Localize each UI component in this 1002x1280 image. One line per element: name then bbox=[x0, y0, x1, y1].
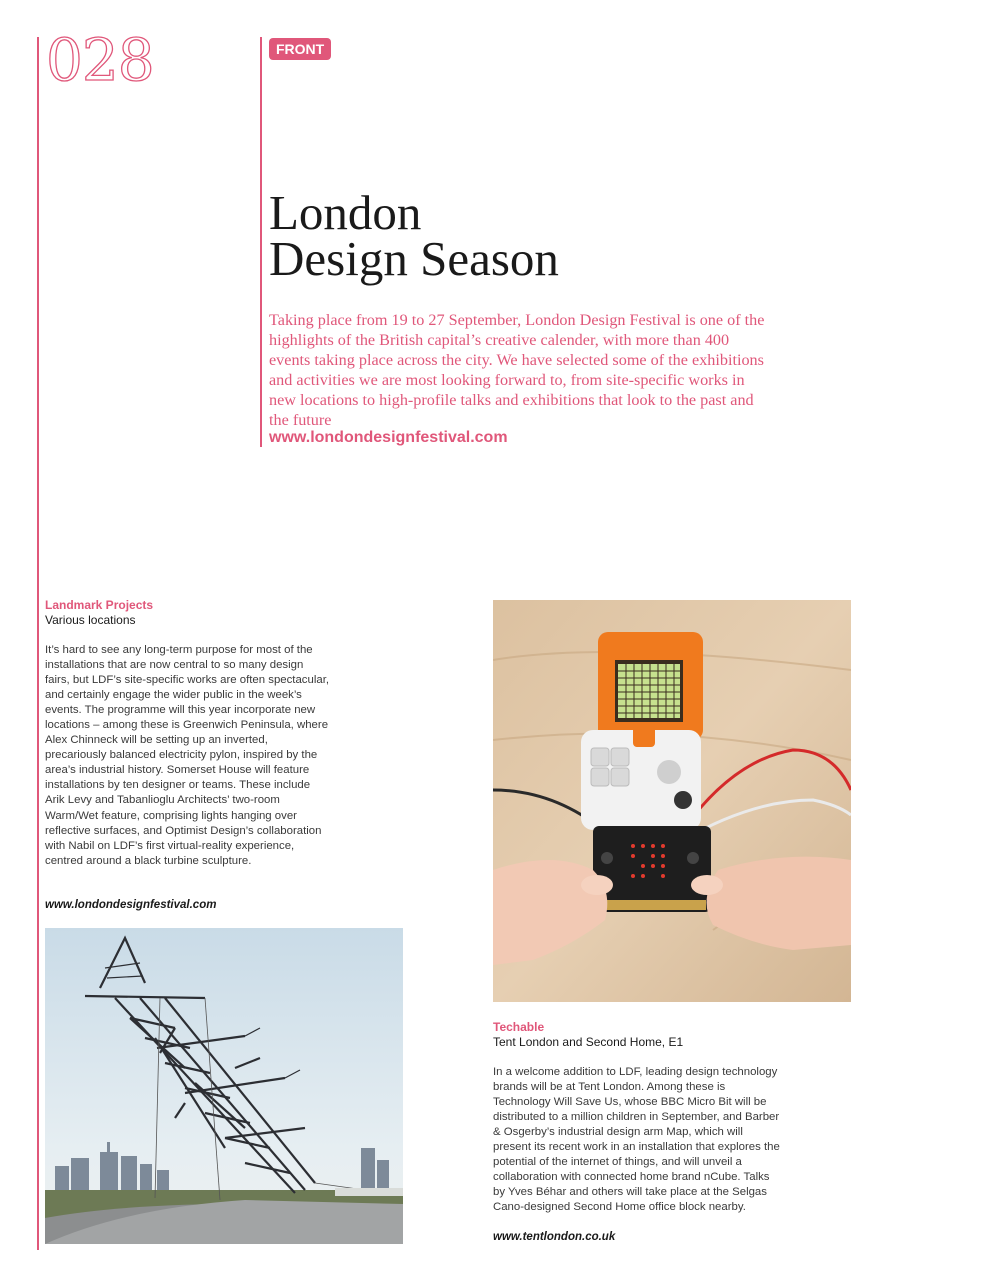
page-number: 028 bbox=[46, 26, 154, 94]
article-left-body: It’s hard to see any long-term purpose for most of the installations that are now central to so many design fairs, but LDF’s site-specific works are often spectacular, and certainly engage the wider public in the week’s events. The programme will this year incorporate new locations – among these is Greenwich Peninsula, where Alex Chinneck will be setting up an inverted, precariously balanced electricity pylon, inspired by the area’s industrial history. Somerset House will feature installations by ten designer or teams. These include Arik Levy and Tabanlioglu Architects’ two-room Warm/Wet feature, comprising lights hanging over reflective surfaces, and Optimist Design’s collaboration with Nabil on LDF’s first virtual-reality experience, centred around a black turbine sculpture. bbox=[45, 644, 330, 867]
article-left-link[interactable]: www.londondesignfestival.com bbox=[45, 899, 217, 911]
pylon-installation-photo bbox=[45, 928, 403, 1244]
article-right-subhead: Tent London and Second Home, E1 bbox=[493, 1035, 684, 1049]
title-line-2: Design Season bbox=[269, 231, 559, 286]
section-badge[interactable]: FRONT bbox=[269, 38, 331, 60]
article-left-kicker: Landmark Projects bbox=[45, 598, 154, 612]
microbit-device-photo bbox=[493, 600, 851, 1002]
left-margin-rule bbox=[37, 37, 39, 1250]
page-title bbox=[269, 185, 769, 286]
article-right-kicker: Techable bbox=[493, 1020, 545, 1034]
article-right-link[interactable]: www.tentlondon.co.uk bbox=[493, 1231, 616, 1243]
article-left-subhead: Various locations bbox=[45, 613, 136, 627]
festival-website-link[interactable]: www.londondesignfestival.com bbox=[269, 429, 508, 446]
column-rule bbox=[260, 37, 262, 447]
intro-paragraph: Taking place from 19 to 27 September, London Design Festival is one of the highlights of the British capital’s creative calender, with more than 400 events taking place across the city. We have selected some of the exhibitions and activities we are most looking forward to, from site-specific works in new locations to high-profile talks and exhibitions that look to the past and the future bbox=[269, 311, 765, 429]
title-line-1: London bbox=[269, 185, 422, 240]
article-right-body: In a welcome addition to LDF, leading design technology brands will be at Tent London. Among these is Technology Will Save Us, whose BBC Micro Bit will be distributed to a million children in September, and Barber & Osgerby’s industrial design arm Map, which will present its recent work in an installation that explores the potential of the internet of things, and will unveil a collaboration with connected home brand nCube. Talks by Yves Béhar and others will take place at the Selgas Cano-designed Second Home office block nearby. bbox=[493, 1066, 780, 1214]
